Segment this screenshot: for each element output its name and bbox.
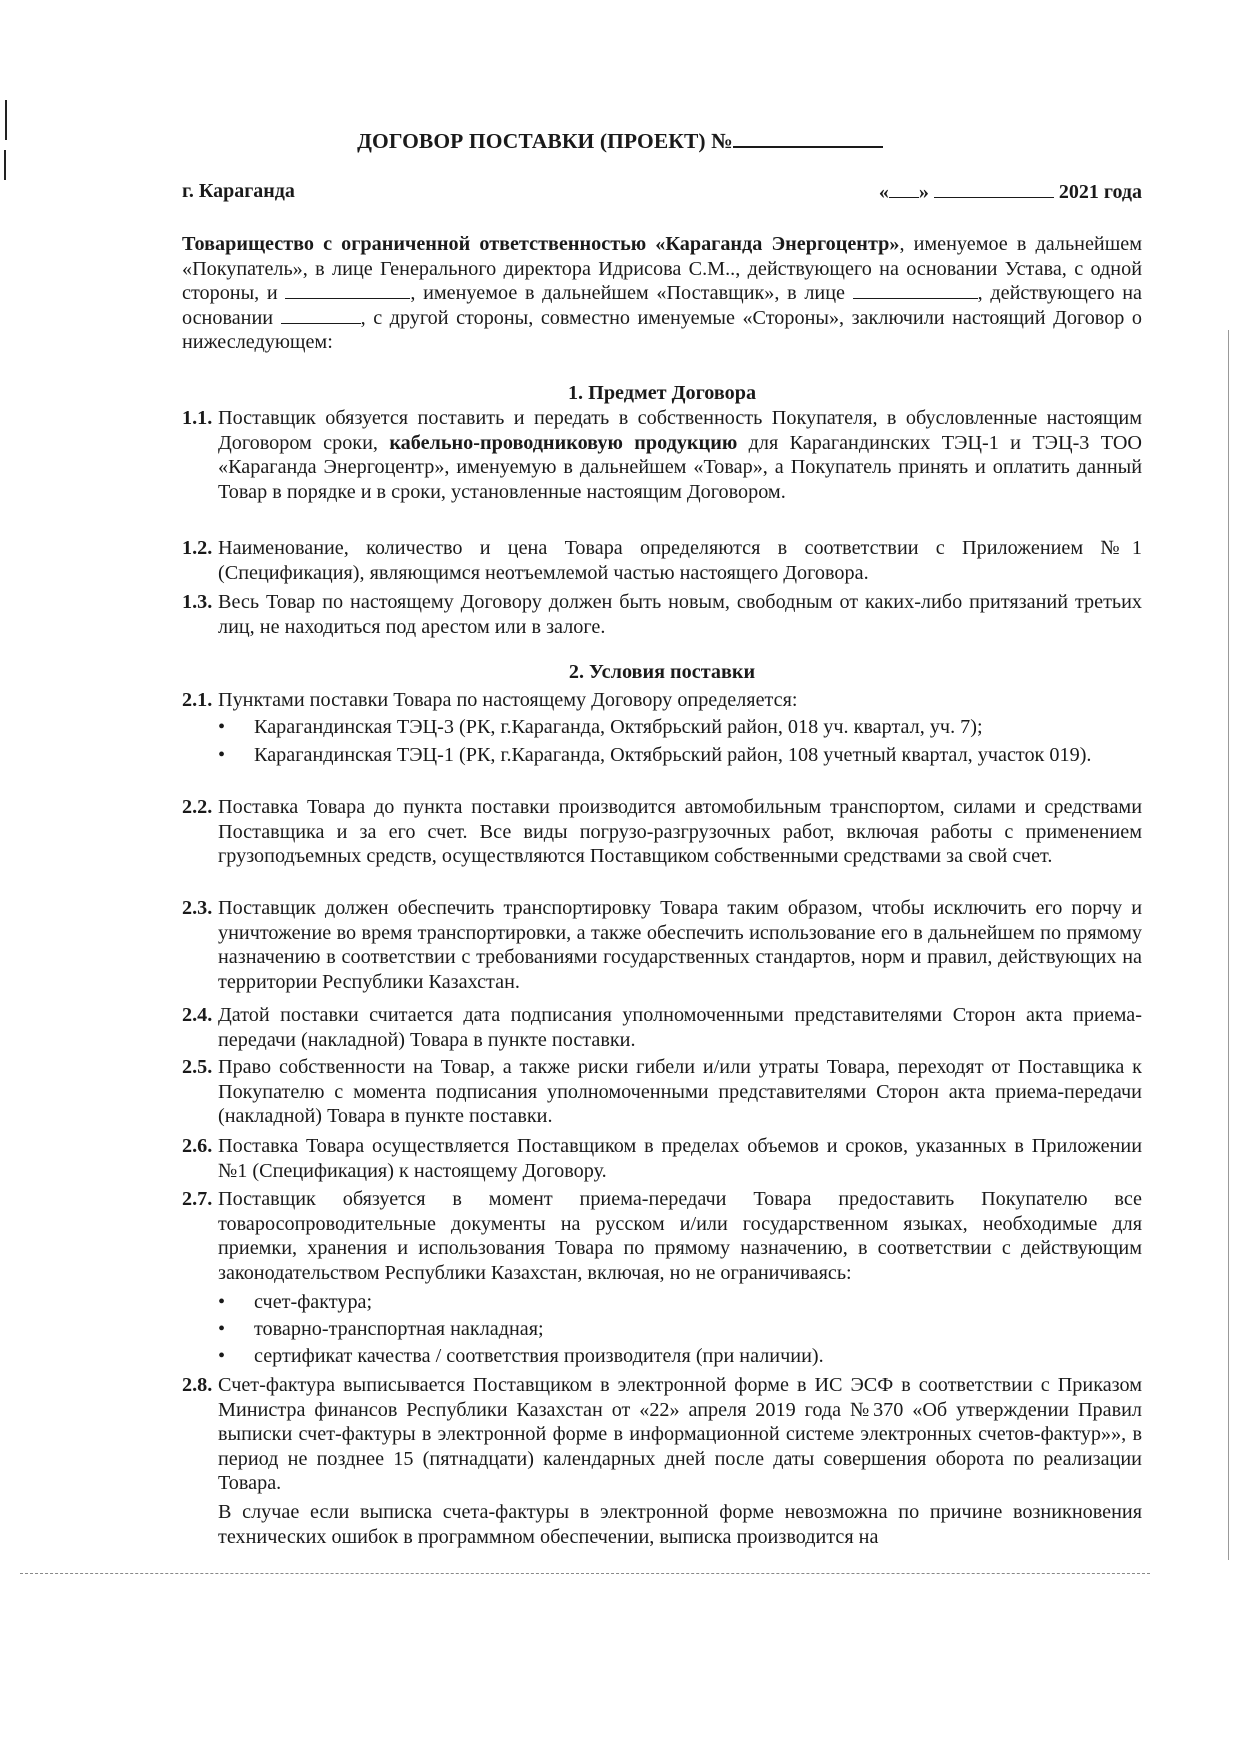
section-heading-2: 2. Условия поставки <box>568 661 756 683</box>
city-date-line <box>182 180 1142 203</box>
list-item: • Карагандинская ТЭЦ-3 (РК, г.Караганда, Октябрьский район, 018 уч. квартал, уч. 7); <box>218 716 983 738</box>
supplier-blank <box>285 281 410 299</box>
list-item: • сертификат качества / соответствия производителя (при наличии). <box>218 1345 824 1367</box>
scan-mark <box>1228 330 1229 1560</box>
section-heading-1: 1. Предмет Договора <box>567 382 757 404</box>
clause-1-2: 1.2. Наименование, количество и цена Товара определяются в соответствии с Приложением №1 (Спецификация), являющимся неотъемлемой частью настоящего Договора. <box>182 537 1142 584</box>
clause-2-6: 2.6. Поставка Товара осуществляется Поставщиком в пределах объемов и сроков, указанных в Приложении №1 (Спецификация) к настоящему Договору. <box>182 1135 1142 1182</box>
page-cut-line <box>20 1573 1150 1574</box>
scan-mark <box>4 150 6 180</box>
contract-number-blank <box>733 128 883 148</box>
clause-2-7: 2.7. Поставщик обязуется в момент приема-передачи Товара предоставить Покупателю все товаросопроводительные документы на русском и/или государственном языках, необходимые для приемки, хранения и использования Товара по прямому назначению, в соответствии с действующим законодательством Республики Казахстан, включая, но не ограничиваясь: <box>182 1188 1142 1284</box>
buyer-name: Товарищество с ограниченной ответственностью «Караганда Энергоцентр» <box>182 233 900 255</box>
clause-1-3: 1.3. Весь Товар по настоящему Договору должен быть новым, свободным от каких-либо притязаний третьих лиц, не находиться под арестом или в залоге. <box>182 591 1142 638</box>
representative-blank <box>853 281 978 299</box>
intro-paragraph: Товарищество с ограниченной ответственностью «Караганда Энергоцентр», именуемое в дальнейшем «Покупатель», в лице Генерального директора Идрисова С.М.., действующего на основании Устава, с одной стороны, и , именуемое в дальнейшем «Поставщик», в лице , действующего на основании , с другой стороны, совместно именуемые «Стороны», заключили настоящий Договор о нижеследующем: <box>182 233 1143 353</box>
list-item: • счет-фактура; <box>218 1291 373 1313</box>
basis-blank <box>281 306 361 324</box>
clause-1-1: 1.1. Поставщик обязуется поставить и передать в собственность Покупателя, в обусловленные настоящим Договором сроки, кабельно-проводниковую продукцию для Карагандинских ТЭЦ-1 и ТЭЦ-3 ТОО «Караганда Энергоцентр», именуемую в дальнейшем «Товар», а Покупатель принять и оплатить данный Товар в порядке и в сроки, установленные настоящим Договором. <box>182 407 1142 503</box>
clause-2-3: 2.3. Поставщик должен обеспечить транспортировку Товара таким образом, чтобы исключить его порчу и уничтожение во время транспортировки, а также обеспечить использование его в дальнейшем по прямому назначению в соответствии с требованиями государственных стандартов, норм и правил, действующих на территории Республики Казахстан. <box>182 897 1142 993</box>
title-text: ДОГОВОР ПОСТАВКИ (ПРОЕКТ) № <box>357 129 733 153</box>
clause-2-8-continuation: В случае если выписка счета-фактуры в электронной форме невозможна по причине возникновения технических ошибок в программном обеспечении, выписка производится на <box>218 1501 1142 1548</box>
contract-date: « » 2021 года <box>878 181 1142 203</box>
clause-2-5: 2.5. Право собственности на Товар, а также риски гибели и/или утраты Товара, переходят от Поставщика к Покупателю с момента подписания уполномоченными представителями Сторон акта приема-передачи (накладной) Товара в пункте поставки. <box>182 1056 1142 1127</box>
city: г. Караганда <box>182 180 295 202</box>
clause-2-2: 2.2. Поставка Товара до пункта поставки производится автомобильным транспортом, силами и средствами Поставщика и за его счет. Все виды погрузо-разгрузочных работ, включая работы с применением грузоподъемных средств, осуществляются Поставщиком собственными средствами за свой счет. <box>182 796 1142 867</box>
list-item: • Карагандинская ТЭЦ-1 (РК, г.Караганда, Октябрьский район, 108 учетный квартал, участок 019). <box>218 744 1092 766</box>
clause-2-1: 2.1. Пунктами поставки Товара по настоящему Договору определяется: <box>182 689 798 711</box>
clause-2-4: 2.4. Датой поставки считается дата подписания уполномоченными представителями Сторон акта приема-передачи (накладной) Товара в пункте поставки. <box>182 1004 1142 1051</box>
clause-2-8: 2.8. Счет-фактура выписывается Поставщиком в электронной форме в ИС ЭСФ в соответствии с Приказом Министра финансов Республики Казахстан от «22» апреля 2019 года №370 «Об утверждении Правил выписки счет-фактуры в электронной форме в информационной системе электронных счетов-фактур»», в период не позднее 15 (пятнадцати) календарных дней после даты совершения оборота по реализации Товара. <box>182 1374 1142 1494</box>
list-item: • товарно-транспортная накладная; <box>218 1318 544 1340</box>
document-title <box>0 128 1240 154</box>
